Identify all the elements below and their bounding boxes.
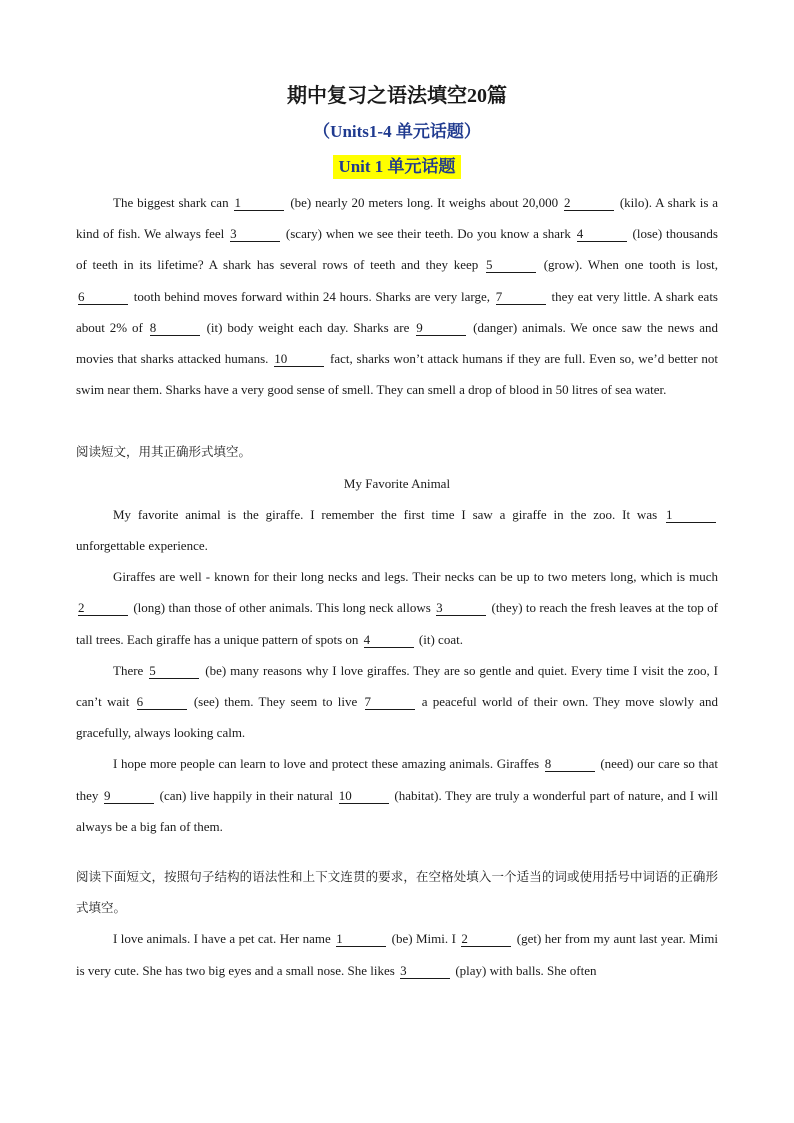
blank-3[interactable]: 3 <box>400 963 450 979</box>
instruction-3: 阅读下面短文，按照句子结构的语法性和上下文连贯的要求，在空格处填入一个适当的词或使用括号中词语的正确形式填空。 <box>76 869 718 916</box>
blank-1[interactable]: 1 <box>336 931 386 947</box>
blank-7[interactable]: 7 <box>365 694 415 710</box>
passage-text: (they) to reach the fresh leaves at the top of tall trees. Each giraffe has a unique pattern of spots on <box>76 600 718 647</box>
passage-text: (lose) thousands of teeth in its lifetime? A shark has several rows of teeth and they keep <box>76 226 718 273</box>
passage-text: (kilo). A shark is a kind of fish. We always feel <box>76 195 719 242</box>
blank-10[interactable]: 10 <box>274 351 324 367</box>
passage-text: (it) coat. <box>415 631 463 647</box>
passage-text: My favorite animal is the giraffe. I remember the first time I saw a giraffe in the zoo. It was <box>113 506 664 522</box>
blank-4[interactable]: 4 <box>364 632 414 648</box>
passage-text: (be) Mimi. I <box>388 931 460 947</box>
blank-2[interactable]: 2 <box>461 931 511 947</box>
blank-2[interactable]: 2 <box>564 195 614 211</box>
passage-text: I love animals. I have a pet cat. Her name <box>113 931 335 947</box>
passage-text: (scary) when we see their teeth. Do you know a shark <box>282 226 575 242</box>
blank-5[interactable]: 5 <box>486 257 536 273</box>
blank-8[interactable]: 8 <box>545 756 595 772</box>
blank-1[interactable]: 1 <box>666 507 716 523</box>
blank-4[interactable]: 4 <box>577 226 627 242</box>
blank-6[interactable]: 6 <box>137 694 187 710</box>
passage-text: (grow). When one tooth is lost, <box>537 257 718 273</box>
blank-1[interactable]: 1 <box>234 195 284 211</box>
blank-5[interactable]: 5 <box>149 663 199 679</box>
passage-text: (see) them. They seem to live <box>188 694 363 710</box>
blank-9[interactable]: 9 <box>416 320 466 336</box>
passage-text: (danger) animals. We once saw the news and movies that sharks attacked humans. <box>76 319 718 367</box>
passage-text: (play) with balls. She often <box>452 962 597 978</box>
passage-text: (need) our care so that they <box>76 756 718 803</box>
passage-2-paragraph-4 <box>76 748 718 842</box>
passage-text: Giraffes are well - known for their long necks and legs. Their necks can be up to two meters long, which is much <box>113 569 718 585</box>
passage-text: tooth behind moves forward within 24 hours. Sharks are very large, <box>130 288 494 304</box>
page-title: 期中复习之语法填空20篇 <box>287 85 507 107</box>
passage-text: fact, sharks won’t attack humans if they are full. Even so, we’d better not swim near them. Sharks have a very good sense of smell. They can smell a drop of blood in 50 litres of sea water. <box>76 351 718 398</box>
passage-text: (get) her from my aunt last year. Mimi is very cute. She has two big eyes and a small nose. She likes <box>76 931 718 978</box>
passage-2-paragraph-2 <box>76 561 718 655</box>
passage-text: (can) live happily in their natural <box>156 787 337 803</box>
unit-heading-wrap <box>76 155 718 181</box>
passage-text: unforgettable experience. <box>76 538 208 554</box>
passage-text: (it) body weight each day. Sharks are <box>201 319 415 335</box>
passage-2-paragraph-3 <box>76 655 718 749</box>
passage-text: (be) nearly 20 meters long. It weighs about 20,000 <box>286 195 562 210</box>
instruction-2: 阅读短文，用其正确形式填空。 <box>76 444 252 460</box>
page-subtitle: （Units1-4 单元话题） <box>313 122 481 141</box>
passage-text: (long) than those of other animals. This long neck allows <box>130 600 435 616</box>
blank-8[interactable]: 8 <box>150 320 200 336</box>
unit-heading: Unit 1 单元话题 <box>333 155 460 179</box>
worksheet-page <box>76 82 718 986</box>
blank-3[interactable]: 3 <box>436 600 486 616</box>
blank-3[interactable]: 3 <box>230 226 280 242</box>
passage-text: There <box>113 662 148 678</box>
blank-2[interactable]: 2 <box>78 600 128 616</box>
blank-6[interactable]: 6 <box>78 289 128 305</box>
passage-3-paragraph-1 <box>76 923 718 985</box>
passage-text: (habitat). They are truly a wonderful part of nature, and I will always be a big fan of them. <box>76 787 718 834</box>
passage-text: I hope more people can learn to love and protect these amazing animals. Giraffes <box>113 756 543 772</box>
passage-text: (be) many reasons why I love giraffes. They are so gentle and quiet. Every time I visit the zoo, I can’t wait <box>76 662 718 710</box>
blank-9[interactable]: 9 <box>104 788 154 804</box>
passage-text: The biggest shark can <box>113 195 233 210</box>
passage-2-title: My Favorite Animal <box>343 475 451 491</box>
passage-2-paragraph-1 <box>76 499 718 561</box>
passage-text: they eat very little. A shark eats about 2% of <box>76 288 718 335</box>
blank-7[interactable]: 7 <box>496 289 546 305</box>
passage-text: a peaceful world of their own. They move slowly and gracefully, always looking calm. <box>76 694 718 741</box>
blank-10[interactable]: 10 <box>339 788 389 804</box>
passage-1-shark <box>76 187 718 405</box>
